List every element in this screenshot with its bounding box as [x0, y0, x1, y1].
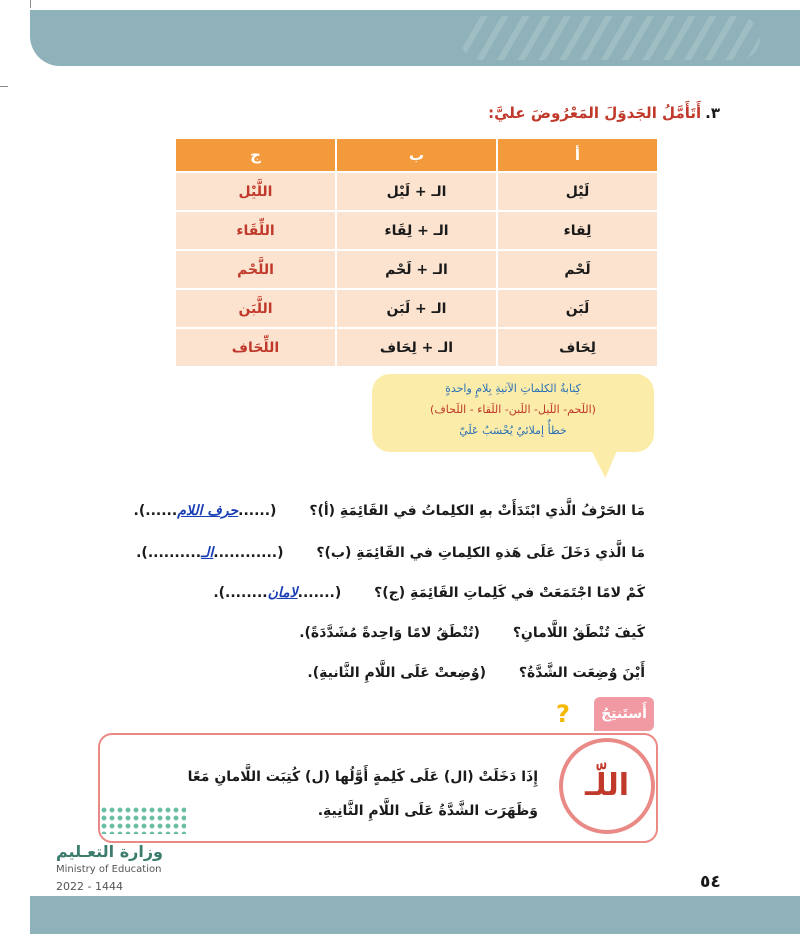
bottom-banner [30, 896, 800, 934]
words-table [174, 137, 659, 368]
answer-fill[interactable]: الـ [201, 545, 214, 561]
cell-a: لِقاء [498, 212, 657, 249]
header-c: ج [176, 139, 335, 171]
cell-a: لَبَن [498, 290, 657, 327]
cell-c: اللَّيْل [176, 173, 335, 210]
answer-fill[interactable]: حرف اللام [177, 503, 239, 519]
answer-open: (...... [238, 503, 277, 519]
section-heading [488, 104, 720, 122]
ministry-name-ar: وزارة التعـليم [56, 842, 163, 861]
answer [136, 545, 283, 561]
top-banner [30, 10, 800, 66]
question-row [134, 503, 645, 519]
question-text: مَا الَّذي دَخَلَ عَلَى هَذهِ الكلِماتِ في القَائِمَةِ (ب)؟ [316, 545, 645, 561]
header-a: أ [498, 139, 657, 171]
banner-pattern [460, 16, 760, 60]
answer-close: ........). [213, 585, 268, 601]
cell-c: اللِّحَاف [176, 329, 335, 366]
speech-bubble [372, 374, 654, 452]
table-row [176, 212, 657, 249]
bubble-line-2: (اللَحم- اللَيل- اللَبن- اللَقاء - اللَحاف) [430, 403, 596, 416]
answer [134, 503, 277, 519]
cell-a: لَيْل [498, 173, 657, 210]
cell-a: لِحَاف [498, 329, 657, 366]
question-row [213, 585, 645, 601]
question-text: مَا الحَرْفُ الَّذي ابْتَدَأَتْ بهِ الكلِماتُ في القَائِمَةِ (أ)؟ [309, 503, 645, 519]
cell-b: الـ + لَحْم [337, 251, 496, 288]
answer-text: (وُضِعتْ عَلَى اللَّامِ الثَّانيةِ). [307, 665, 486, 681]
cell-a: لَحْم [498, 251, 657, 288]
table-row [176, 329, 657, 366]
bubble-line-1: كِتابةُ الكلماتِ الآتيةِ بِلامٍ واحدةٍ [445, 382, 581, 395]
table-row [176, 251, 657, 288]
answer [213, 585, 341, 601]
cell-c: اللَّحْم [176, 251, 335, 288]
crop-mark-left [0, 86, 8, 87]
heading-text: أَتَأَمَّلُ الجَدوَلَ المَعْرُوضَ عليَّ: [488, 104, 702, 122]
ministry-year: 2022 - 1444 [56, 880, 123, 893]
rule-line-1: إِذَا دَخَلَتْ (ال) عَلَى كَلِمةٍ أَوَّلُها (ل) كُتِبَت اللَّامانِ مَعًا [187, 769, 538, 785]
crop-mark-top [30, 0, 31, 8]
cell-c: اللِّقَاء [176, 212, 335, 249]
answer-open: (............ [213, 545, 284, 561]
cell-b: الـ + لَبَن [337, 290, 496, 327]
table-row [176, 290, 657, 327]
cell-b: الـ + لِقَاء [337, 212, 496, 249]
question-row [136, 545, 645, 561]
rule-line-2: وَظَهَرَت الشَّدَّةُ عَلَى اللَّامِ الثَّانِيةِ. [317, 803, 538, 819]
answer-open: (....... [297, 585, 342, 601]
table-header-row [176, 139, 657, 171]
answer-fill[interactable]: لامان [267, 585, 298, 601]
question-mark-icon: ? [556, 700, 570, 728]
question-text: كَمْ لامًا اجْتَمَعَتْ في كَلِماتِ القَائِمَةِ (ج)؟ [374, 585, 645, 601]
cell-b: الـ + لِحَاف [337, 329, 496, 366]
question-row [299, 625, 645, 641]
table-row [176, 173, 657, 210]
answer-text: (تُنْطَقُ لامًا وَاحِدةً مُشَدَّدَةً). [299, 625, 480, 641]
answer [307, 665, 486, 681]
bubble-tail [590, 448, 618, 478]
cell-c: اللَّبَن [176, 290, 335, 327]
rule-badge: اللّـ [559, 738, 655, 834]
question-text: كَيفَ تُنْطَقُ اللَّامانِ؟ [512, 625, 645, 641]
conclude-label: أَستَنتِجُ [594, 697, 654, 731]
bubble-line-3: خطأٌ إملائيٌ يُحْسَبُ عَلَيّ [459, 424, 567, 437]
ministry-name-en: Ministry of Education [56, 864, 162, 875]
cell-b: الـ + لَيْل [337, 173, 496, 210]
header-b: ب [337, 139, 496, 171]
page-number: ٥٤ [700, 872, 721, 892]
answer [299, 625, 480, 641]
ministry-logo-dots [100, 806, 186, 834]
question-row [307, 665, 645, 681]
question-text: أَيْنَ وُضِعَت الشَّدَّةُ؟ [518, 665, 645, 681]
answer-close: ......). [133, 503, 178, 519]
heading-number: ٣. [705, 104, 720, 122]
answer-close: ..........). [136, 545, 202, 561]
